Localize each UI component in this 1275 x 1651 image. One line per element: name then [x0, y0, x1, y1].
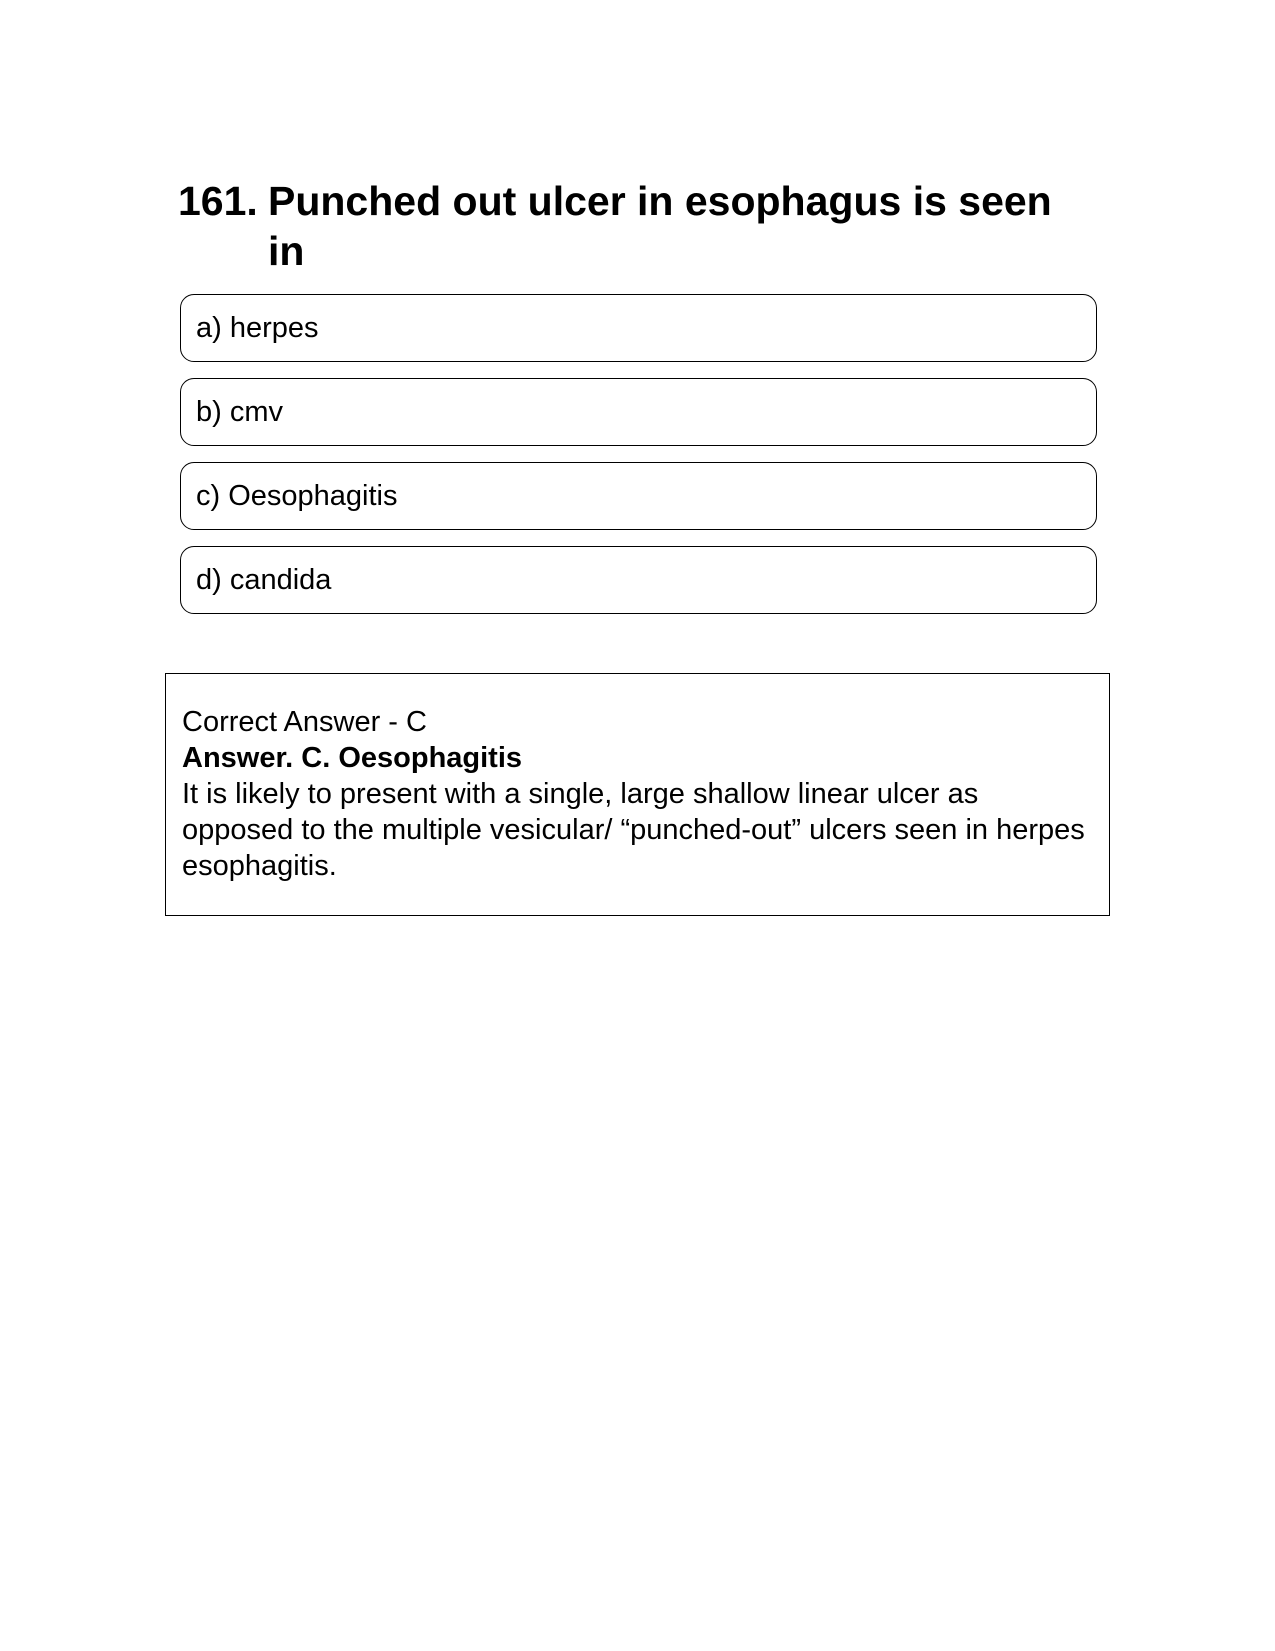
- answer-explanation-box: [165, 673, 1110, 916]
- answer-explanation: It is likely to present with a single, large shallow linear ulcer as opposed to the multiple vesicular/ “punched-out” ulcers seen in herpes esophagitis.: [182, 778, 1085, 882]
- answer-title: Answer. C. Oesophagitis: [182, 742, 523, 774]
- question-text: Punched out ulcer in esophagus is seen in: [268, 178, 1052, 274]
- correct-answer-line: Correct Answer - C: [182, 706, 427, 738]
- options-list: [180, 294, 1097, 630]
- option-d[interactable]: d) candida: [180, 546, 1097, 614]
- option-b[interactable]: b) cmv: [180, 378, 1097, 446]
- question-heading: [178, 176, 1098, 276]
- option-a[interactable]: a) herpes: [180, 294, 1097, 362]
- question-number: 161.: [178, 178, 258, 224]
- option-c[interactable]: c) Oesophagitis: [180, 462, 1097, 530]
